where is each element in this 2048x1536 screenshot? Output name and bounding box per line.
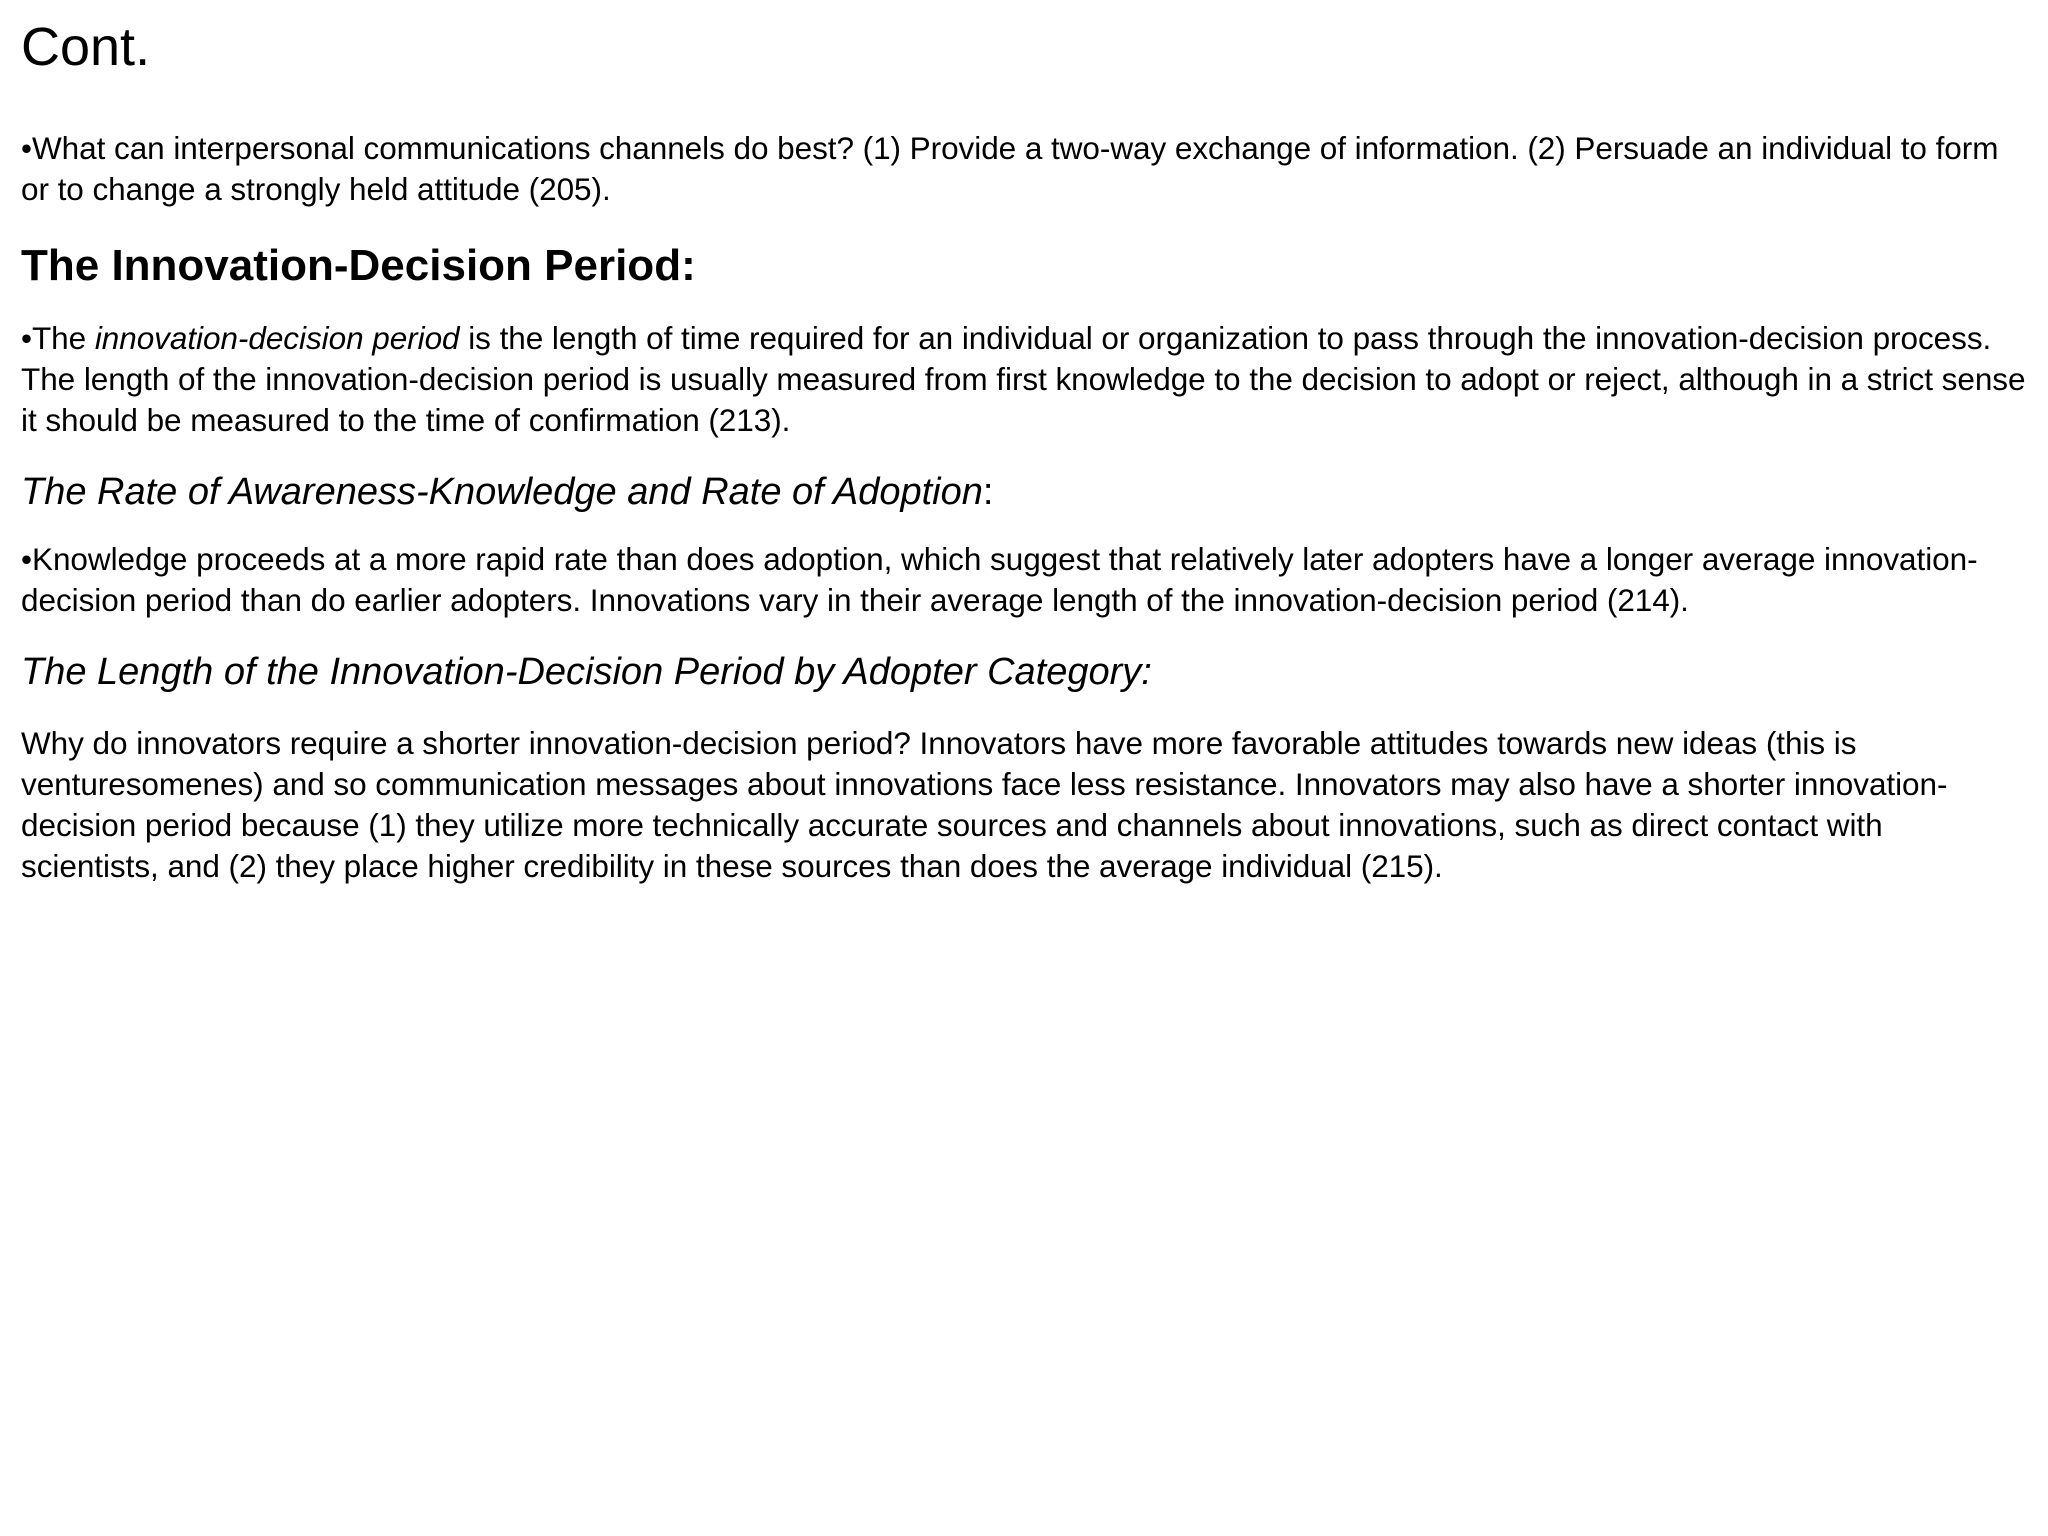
- paragraph-suffix: is the length of time required for an individual or organization to pass through the innovation-decision process. The length of the innovation-decision period is usually measured from first knowledge to the decision to adopt or reject, although in a strict sense it should be measured to the time of confirmation (213).: [21, 320, 2026, 438]
- heading-innovation-decision-period: The Innovation-Decision Period:: [21, 241, 696, 290]
- heading-rate-of-awareness: [21, 467, 2026, 517]
- paragraph-interpersonal-channels: •What can interpersonal communications channels do best? (1) Provide a two-way exchange of information. (2) Persuade an individual to form or to change a strongly held attitude (205).: [21, 130, 1999, 207]
- paragraph-innovators: Why do innovators require a shorter innovation-decision period? Innovators have more favorable attitudes towards new ideas (this is venturesomenes) and so communication messages about innovations face less resistance. Innovators may also have a shorter innovation-decision period because (1) they utilize more technically accurate sources and channels about innovations, such as direct contact with scientists, and (2) they place higher credibility in these sources than does the average individual (215).: [21, 725, 1948, 884]
- heading-italic-text: The Rate of Awareness-Knowledge and Rate of Adoption: [21, 471, 983, 513]
- heading-colon: :: [982, 471, 994, 513]
- heading-length-by-adopter-category: The Length of the Innovation-Decision Period by Adopter Category:: [21, 651, 1152, 693]
- paragraph-knowledge-rate: •Knowledge proceeds at a more rapid rate than does adoption, which suggest that relatively later adopters have a longer average innovation-decision period than do earlier adopters. Innovations vary in their average length of the innovation-decision period (214).: [21, 541, 1978, 618]
- slide-title: Cont.: [21, 17, 151, 77]
- italic-term: innovation-decision period: [94, 320, 460, 356]
- paragraph-prefix: •The: [21, 320, 95, 356]
- paragraph-innovation-decision-period: [21, 318, 2026, 441]
